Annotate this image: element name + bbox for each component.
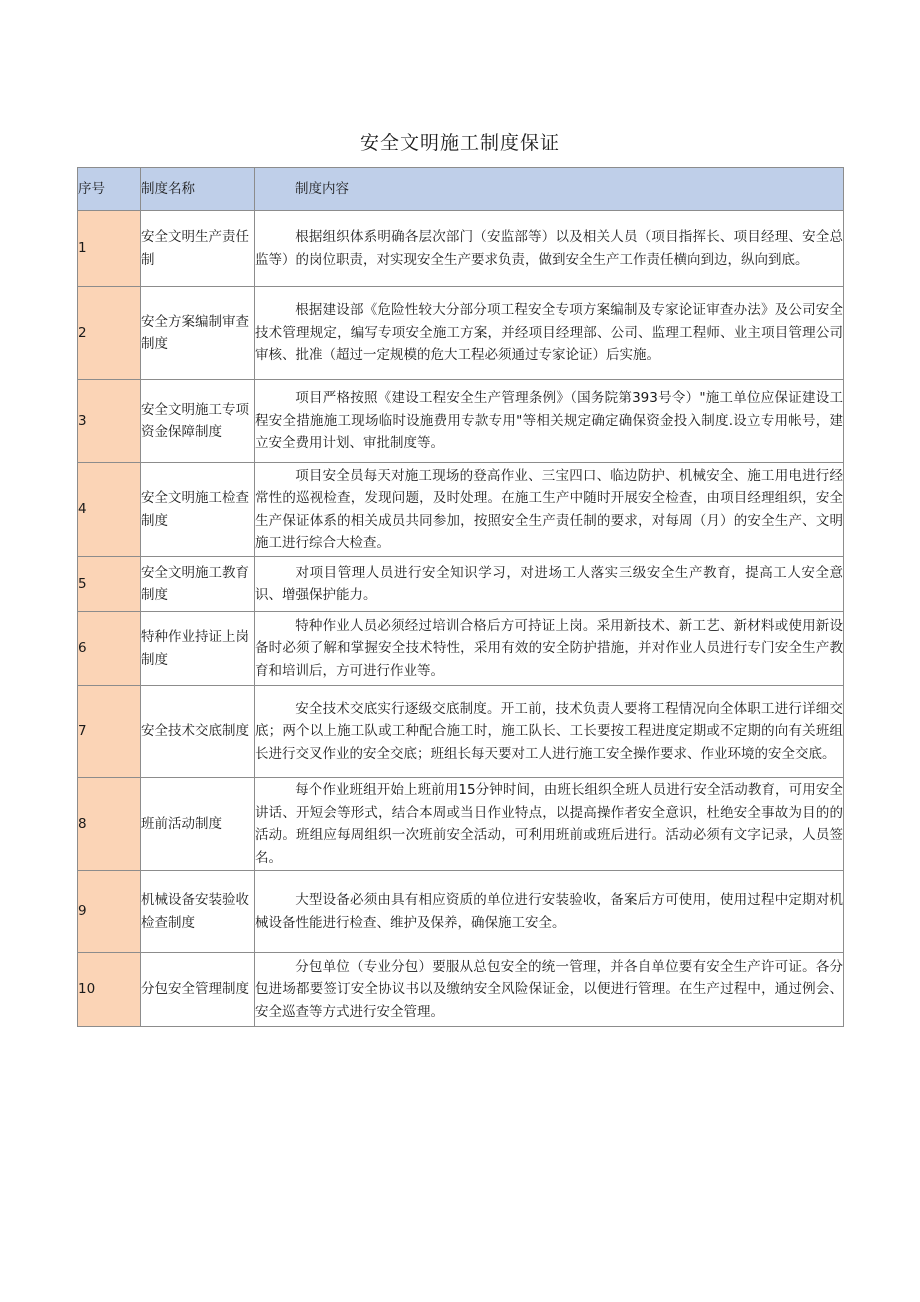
page-title: 安全文明施工制度保证 bbox=[359, 132, 560, 154]
row-no: 10 bbox=[78, 953, 141, 1027]
row-name: 机械设备安装验收检查制度 bbox=[141, 871, 255, 953]
row-no: 7 bbox=[78, 686, 141, 778]
row-no: 5 bbox=[78, 557, 141, 612]
table-row bbox=[78, 557, 844, 612]
row-name: 安全文明施工检查制度 bbox=[141, 463, 255, 557]
table-row bbox=[78, 778, 844, 871]
row-content: 大型设备必须由具有相应资质的单位进行安装验收，备案后方可使用，使用过程中定期对机械设备性能进行检查、维护及保养，确保施工安全。 bbox=[255, 871, 844, 953]
table-row bbox=[78, 953, 844, 1027]
table-row bbox=[78, 463, 844, 557]
table-header-row bbox=[78, 168, 844, 211]
row-no: 6 bbox=[78, 612, 141, 686]
row-no: 2 bbox=[78, 287, 141, 380]
row-name: 特种作业持证上岗制度 bbox=[141, 612, 255, 686]
row-no: 3 bbox=[78, 380, 141, 463]
table-row bbox=[78, 211, 844, 287]
row-name: 安全文明施工专项资金保障制度 bbox=[141, 380, 255, 463]
table-row bbox=[78, 380, 844, 463]
row-no: 1 bbox=[78, 211, 141, 287]
row-content: 安全技术交底实行逐级交底制度。开工前，技术负责人要将工程情况向全体职工进行详细交底；两个以上施工队或工种配合施工时，施工队长、工长要按工程进度定期或不定期的向有关班组长进行交叉作业的安全交底；班组长每天要对工人进行施工安全操作要求、作业环境的安全交底。 bbox=[255, 686, 844, 778]
row-content: 项目安全员每天对施工现场的登高作业、三宝四口、临边防护、机械安全、施工用电进行经常性的巡视检查，发现问题，及时处理。在施工生产中随时开展安全检查，由项目经理组织，安全生产保证体系的相关成员共同参加，按照安全生产责任制的要求，对每周（月）的安全生产、文明施工进行综合大检查。 bbox=[255, 463, 844, 557]
row-content: 特种作业人员必须经过培训合格后方可持证上岗。采用新技术、新工艺、新材料或使用新设备时必须了解和掌握安全技术特性，采用有效的安全防护措施，并对作业人员进行专门安全生产教育和培训后，方可进行作业等。 bbox=[255, 612, 844, 686]
row-no: 4 bbox=[78, 463, 141, 557]
row-name: 分包安全管理制度 bbox=[141, 953, 255, 1027]
row-content: 每个作业班组开始上班前用15分钟时间，由班长组织全班人员进行安全活动教育，可用安全讲话、开短会等形式，结合本周或当日作业特点，以提高操作者安全意识，杜绝安全事故为目的的活动。班组应每周组织一次班前安全活动，可利用班前或班后进行。活动必须有文字记录，人员签名。 bbox=[255, 778, 844, 871]
row-name: 安全技术交底制度 bbox=[141, 686, 255, 778]
row-content: 对项目管理人员进行安全知识学习，对进场工人落实三级安全生产教育，提高工人安全意识、增强保护能力。 bbox=[255, 557, 844, 612]
table-row bbox=[78, 612, 844, 686]
row-content: 根据组织体系明确各层次部门（安监部等）以及相关人员（项目指挥长、项目经理、安全总监等）的岗位职责，对实现安全生产要求负责，做到安全生产工作责任横向到边，纵向到底。 bbox=[255, 211, 844, 287]
header-name: 制度名称 bbox=[141, 168, 255, 211]
row-content: 项目严格按照《建设工程安全生产管理条例》（国务院第393号令）"施工单位应保证建设工程安全措施施工现场临时设施费用专款专用"等相关规定确定确保资金投入制度.设立专用帐号，建立安全费用计划、审批制度等。 bbox=[255, 380, 844, 463]
row-content: 分包单位（专业分包）要服从总包安全的统一管理，并各自单位要有安全生产许可证。各分包进场都要签订安全协议书以及缴纳安全风险保证金，以便进行管理。在生产过程中，通过例会、安全巡查等方式进行安全管理。 bbox=[255, 953, 844, 1027]
safety-system-table bbox=[77, 167, 844, 1027]
table-row bbox=[78, 686, 844, 778]
row-name: 安全文明生产责任制 bbox=[141, 211, 255, 287]
table-row bbox=[78, 871, 844, 953]
row-no: 9 bbox=[78, 871, 141, 953]
header-no: 序号 bbox=[78, 168, 141, 211]
row-no: 8 bbox=[78, 778, 141, 871]
row-name: 安全文明施工教育制度 bbox=[141, 557, 255, 612]
table-row bbox=[78, 287, 844, 380]
row-content: 根据建设部《危险性较大分部分项工程安全专项方案编制及专家论证审查办法》及公司安全技术管理规定，编写专项安全施工方案，并经项目经理部、公司、监理工程师、业主项目管理公司审核、批准（超过一定规模的危大工程必须通过专家论证）后实施。 bbox=[255, 287, 844, 380]
row-name: 班前活动制度 bbox=[141, 778, 255, 871]
header-content: 制度内容 bbox=[255, 168, 844, 211]
row-name: 安全方案编制审查制度 bbox=[141, 287, 255, 380]
